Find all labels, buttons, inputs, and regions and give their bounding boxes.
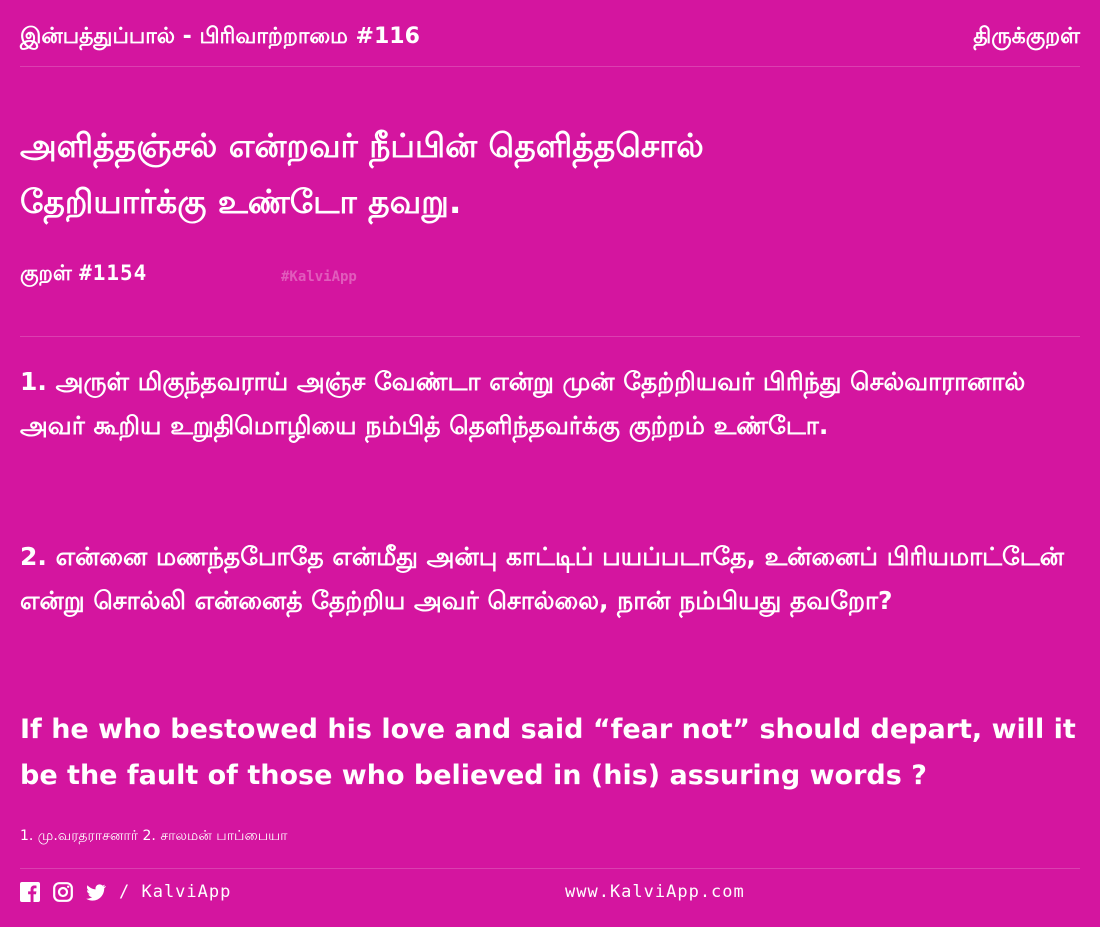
couplet bbox=[20, 118, 1080, 230]
couplet-line-2: தேறியார்க்கு உண்டோ தவறு. bbox=[20, 182, 462, 221]
section-divider bbox=[20, 336, 1080, 337]
couplet-line-1: அளித்தஞ்சல் என்றவர் நீப்பின் தெளித்தசொல் bbox=[20, 126, 704, 165]
footer bbox=[20, 878, 1080, 906]
header-divider bbox=[20, 66, 1080, 67]
header bbox=[20, 24, 1080, 64]
english-translation: If he who bestowed his love and said “fear not” should depart, will it be the fault of those who believed in (his) assuring words ? bbox=[20, 714, 1076, 791]
meaning-1: 1. அருள் மிகுந்தவராய் அஞ்ச வேண்டா என்று முன் தேற்றியவர் பிரிந்து செல்வாரானால் அவர் கூறிய உறுதிமொழியை நம்பித் தெளிந்தவர்க்கு குற்றம் உண்டோ. bbox=[20, 367, 1026, 440]
credits: 1. மு.வரதராசனார் 2. சாலமன் பாப்பையா bbox=[20, 828, 288, 844]
kural-number bbox=[20, 261, 147, 288]
twitter-icon[interactable] bbox=[86, 882, 106, 902]
kural-label: குறள் bbox=[20, 261, 72, 285]
social-handle[interactable]: / KalviApp bbox=[119, 882, 232, 902]
brand-title: திருக்குறள் bbox=[973, 24, 1080, 49]
watermark: #KalviApp bbox=[281, 269, 357, 285]
kural-number-value: #1154 bbox=[79, 261, 148, 285]
website-link[interactable]: www.KalviApp.com bbox=[565, 882, 745, 902]
section-title: இன்பத்துப்பால் - பிரிவாற்றாமை #116 bbox=[20, 24, 420, 49]
instagram-icon[interactable] bbox=[53, 882, 73, 902]
footer-divider bbox=[20, 868, 1080, 869]
meaning-2: 2. என்னை மணந்தபோதே என்மீது அன்பு காட்டிப் பயப்படாதே, உன்னைப் பிரியமாட்டேன் என்று சொல்லி என்னைத் தேற்றிய அவர் சொல்லை, நான் நம்பியது தவறோ? bbox=[20, 542, 1064, 615]
facebook-icon[interactable] bbox=[20, 882, 40, 902]
